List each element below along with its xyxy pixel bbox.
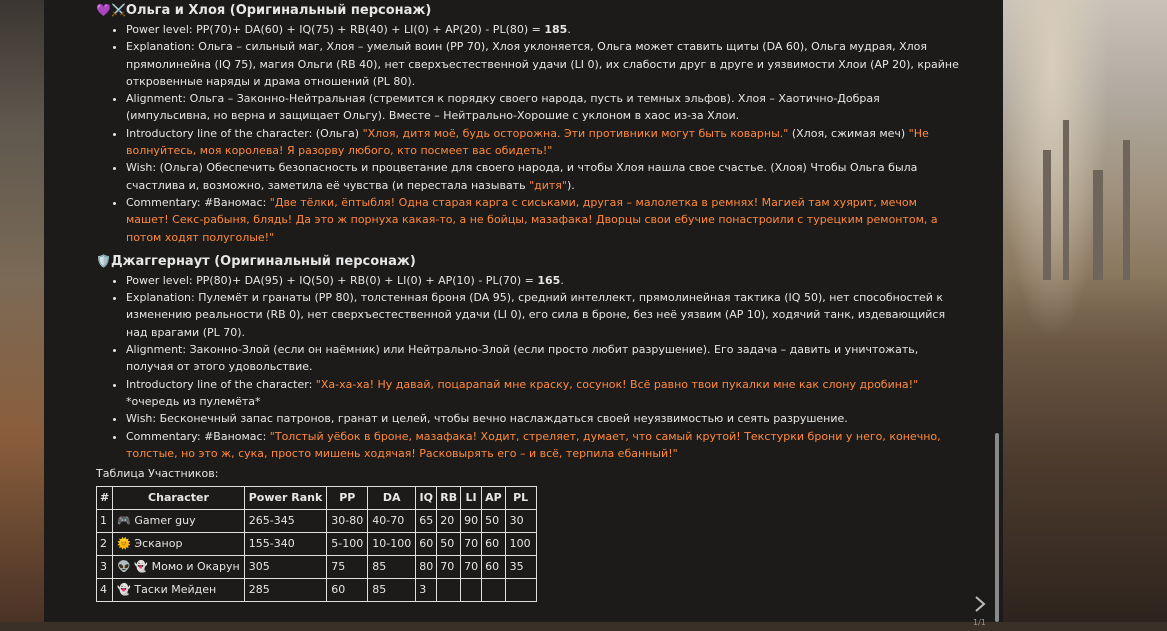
list-item-intro-line: • Introductory line of the character: (Ольга) "Хлоя, дитя моё, будь осторожна. Эти противники могут быть коварны." (Хлоя, сжимая меч) "Не волнуйтесь, моя королева! Я разорву любого, кто посмеет вас обидеть!" bbox=[126, 125, 962, 160]
stats-list-juggernaut bbox=[96, 272, 962, 462]
list-item-intro-line: • Introductory line of the character: "Ха-ха-ха! Ну давай, поцарапай мне краску, сосунок! Всё равно твои пукалки мне как слону дробина!" *очередь из пулемёта* bbox=[126, 376, 962, 411]
character-cell: 🌞 Эсканор bbox=[113, 533, 245, 556]
scrollbar-thumb[interactable] bbox=[995, 433, 999, 622]
table-row: 1 🎮 Gamer guy 265-345 30-80 40-70 65 20 90 50 30 bbox=[97, 510, 537, 533]
background-right-landscape bbox=[1003, 0, 1167, 622]
col-header-power-rank: Power Rank bbox=[244, 487, 327, 510]
section-title-olga-chloe: 💜⚔️Ольга и Хлоя (Оригинальный персонаж) bbox=[96, 3, 432, 18]
list-item-wish: • Wish: Бесконечный запас патронов, гранат и целей, чтобы вечно наслаждаться своей неуязвимостью и сеять разрушение. bbox=[126, 410, 962, 427]
character-cell: 👻 Таски Мейден bbox=[113, 579, 245, 602]
col-header-character: Character bbox=[113, 487, 245, 510]
col-header-index: # bbox=[97, 487, 113, 510]
list-item-explanation: • Explanation: Пулемёт и гранаты (PP 80), толстенная броня (DA 95), средний интеллект, прямолинейная тактика (IQ 50), нет способностей к изменению реальности (RB 0), нет сверхъестественной удачи (LI 0), его сила в броне, без неё уязвим (AP 10), ходячий танк, издевающийся над врагами (PL 70). bbox=[126, 289, 962, 341]
stats-list-olga-chloe bbox=[96, 21, 962, 246]
col-header-li: LI bbox=[461, 487, 482, 510]
message-content bbox=[96, 0, 962, 602]
table-header-row bbox=[97, 487, 537, 510]
list-item-commentary: • Commentary: #Ваномас: "Толстый уёбок в броне, мазафака! Ходит, стреляет, думает, что самый крутой! Текстурки брони у него, конечно, толстые, но это ж, сука, просто мишень ходячая! Расковырять его – и всё, терпила ебанный!" bbox=[126, 428, 962, 463]
background-left-strip bbox=[0, 0, 44, 622]
table-row: 4 👻 Таски Мейден 285 60 85 3 bbox=[97, 579, 537, 602]
character-cell: 👽 👻 Момо и Окарун bbox=[113, 556, 245, 579]
col-header-iq: IQ bbox=[416, 487, 437, 510]
list-item-commentary: • Commentary: #Ваномас: "Две тёлки, ёптыбля! Одна старая карга с сиськами, другая – малолетка в ремнях! Магией там хуярит, мечом машет! Секс-рабыня, блядь! Да это ж порнуха какая-то, а не бойцы, мазафака! Дворцы свои ебучие понастроили с турецким ремонтом, а потом ходят полуголые!" bbox=[126, 194, 962, 246]
table-row: 3 👽 👻 Момо и Окарун 305 75 85 80 70 70 60 35 bbox=[97, 556, 537, 579]
chat-panel bbox=[44, 0, 1003, 627]
list-item-alignment: • Alignment: Законно-Злой (если он наёмник) или Нейтрально-Злой (если просто любит разрушение). Его задача – давить и уничтожать, получая от этого удовольствие. bbox=[126, 341, 962, 376]
list-item-alignment: • Alignment: Ольга – Законно-Нейтральная (стремится к порядку своего народа, пусть и темных эльфов). Хлоя – Хаотично-Добрая (импульсивна, но верна и защищает Ольгу). Вместе – Нейтрально-Хорошие с уклоном в хаос из-за Хлои. bbox=[126, 90, 962, 125]
list-item-explanation: • Explanation: Ольга – сильный маг, Хлоя – умелый воин (PP 70), Хлоя уклоняется, Ольга может ставить щиты (DA 60), Ольга мудрая, Хлоя прямолинейна (IQ 75), магия Ольги (RB 40), нет сверхъестественной удачи (LI 0), их слабости друг в друге и уязвимости Хлои (AP 20), крайне откровенные наряды и драма отношений (PL 80). bbox=[126, 38, 962, 90]
shield-icon: 🛡️ bbox=[96, 253, 111, 268]
col-header-pp: PP bbox=[327, 487, 368, 510]
participants-table bbox=[96, 486, 537, 602]
page-counter: 1/1 bbox=[973, 618, 986, 627]
col-header-pl: PL bbox=[505, 487, 536, 510]
character-cell: 🎮 Gamer guy bbox=[113, 510, 245, 533]
table-caption: Таблица Участников: bbox=[96, 467, 219, 481]
list-item-wish: • Wish: (Ольга) Обеспечить безопасность и процветание для своего народа, и чтобы Хлоя нашла свое счастье. (Хлоя) Чтобы Ольга была счастлива и, возможно, заметила её чувства (и перестала называть "дитя"). bbox=[126, 159, 962, 194]
list-item-power-level: • Power level: PP(80)+ DA(95) + IQ(50) + RB(0) + LI(0) + AP(10) - PL(70) = 165. bbox=[126, 272, 962, 289]
col-header-ap: AP bbox=[482, 487, 506, 510]
chevron-right-icon[interactable] bbox=[973, 595, 987, 613]
list-item-power-level: • Power level: PP(70)+ DA(60) + IQ(75) + RB(40) + LI(0) + AP(20) - PL(80) = 185. bbox=[126, 21, 962, 38]
section-title-juggernaut: 🛡️Джаггернаут (Оригинальный персонаж) bbox=[96, 253, 416, 269]
table-row: 2 🌞 Эсканор 155-340 5-100 10-100 60 50 70 60 100 bbox=[97, 533, 537, 556]
col-header-rb: RB bbox=[437, 487, 461, 510]
col-header-da: DA bbox=[368, 487, 416, 510]
heart-swords-icon: 💜⚔️ bbox=[96, 3, 126, 17]
